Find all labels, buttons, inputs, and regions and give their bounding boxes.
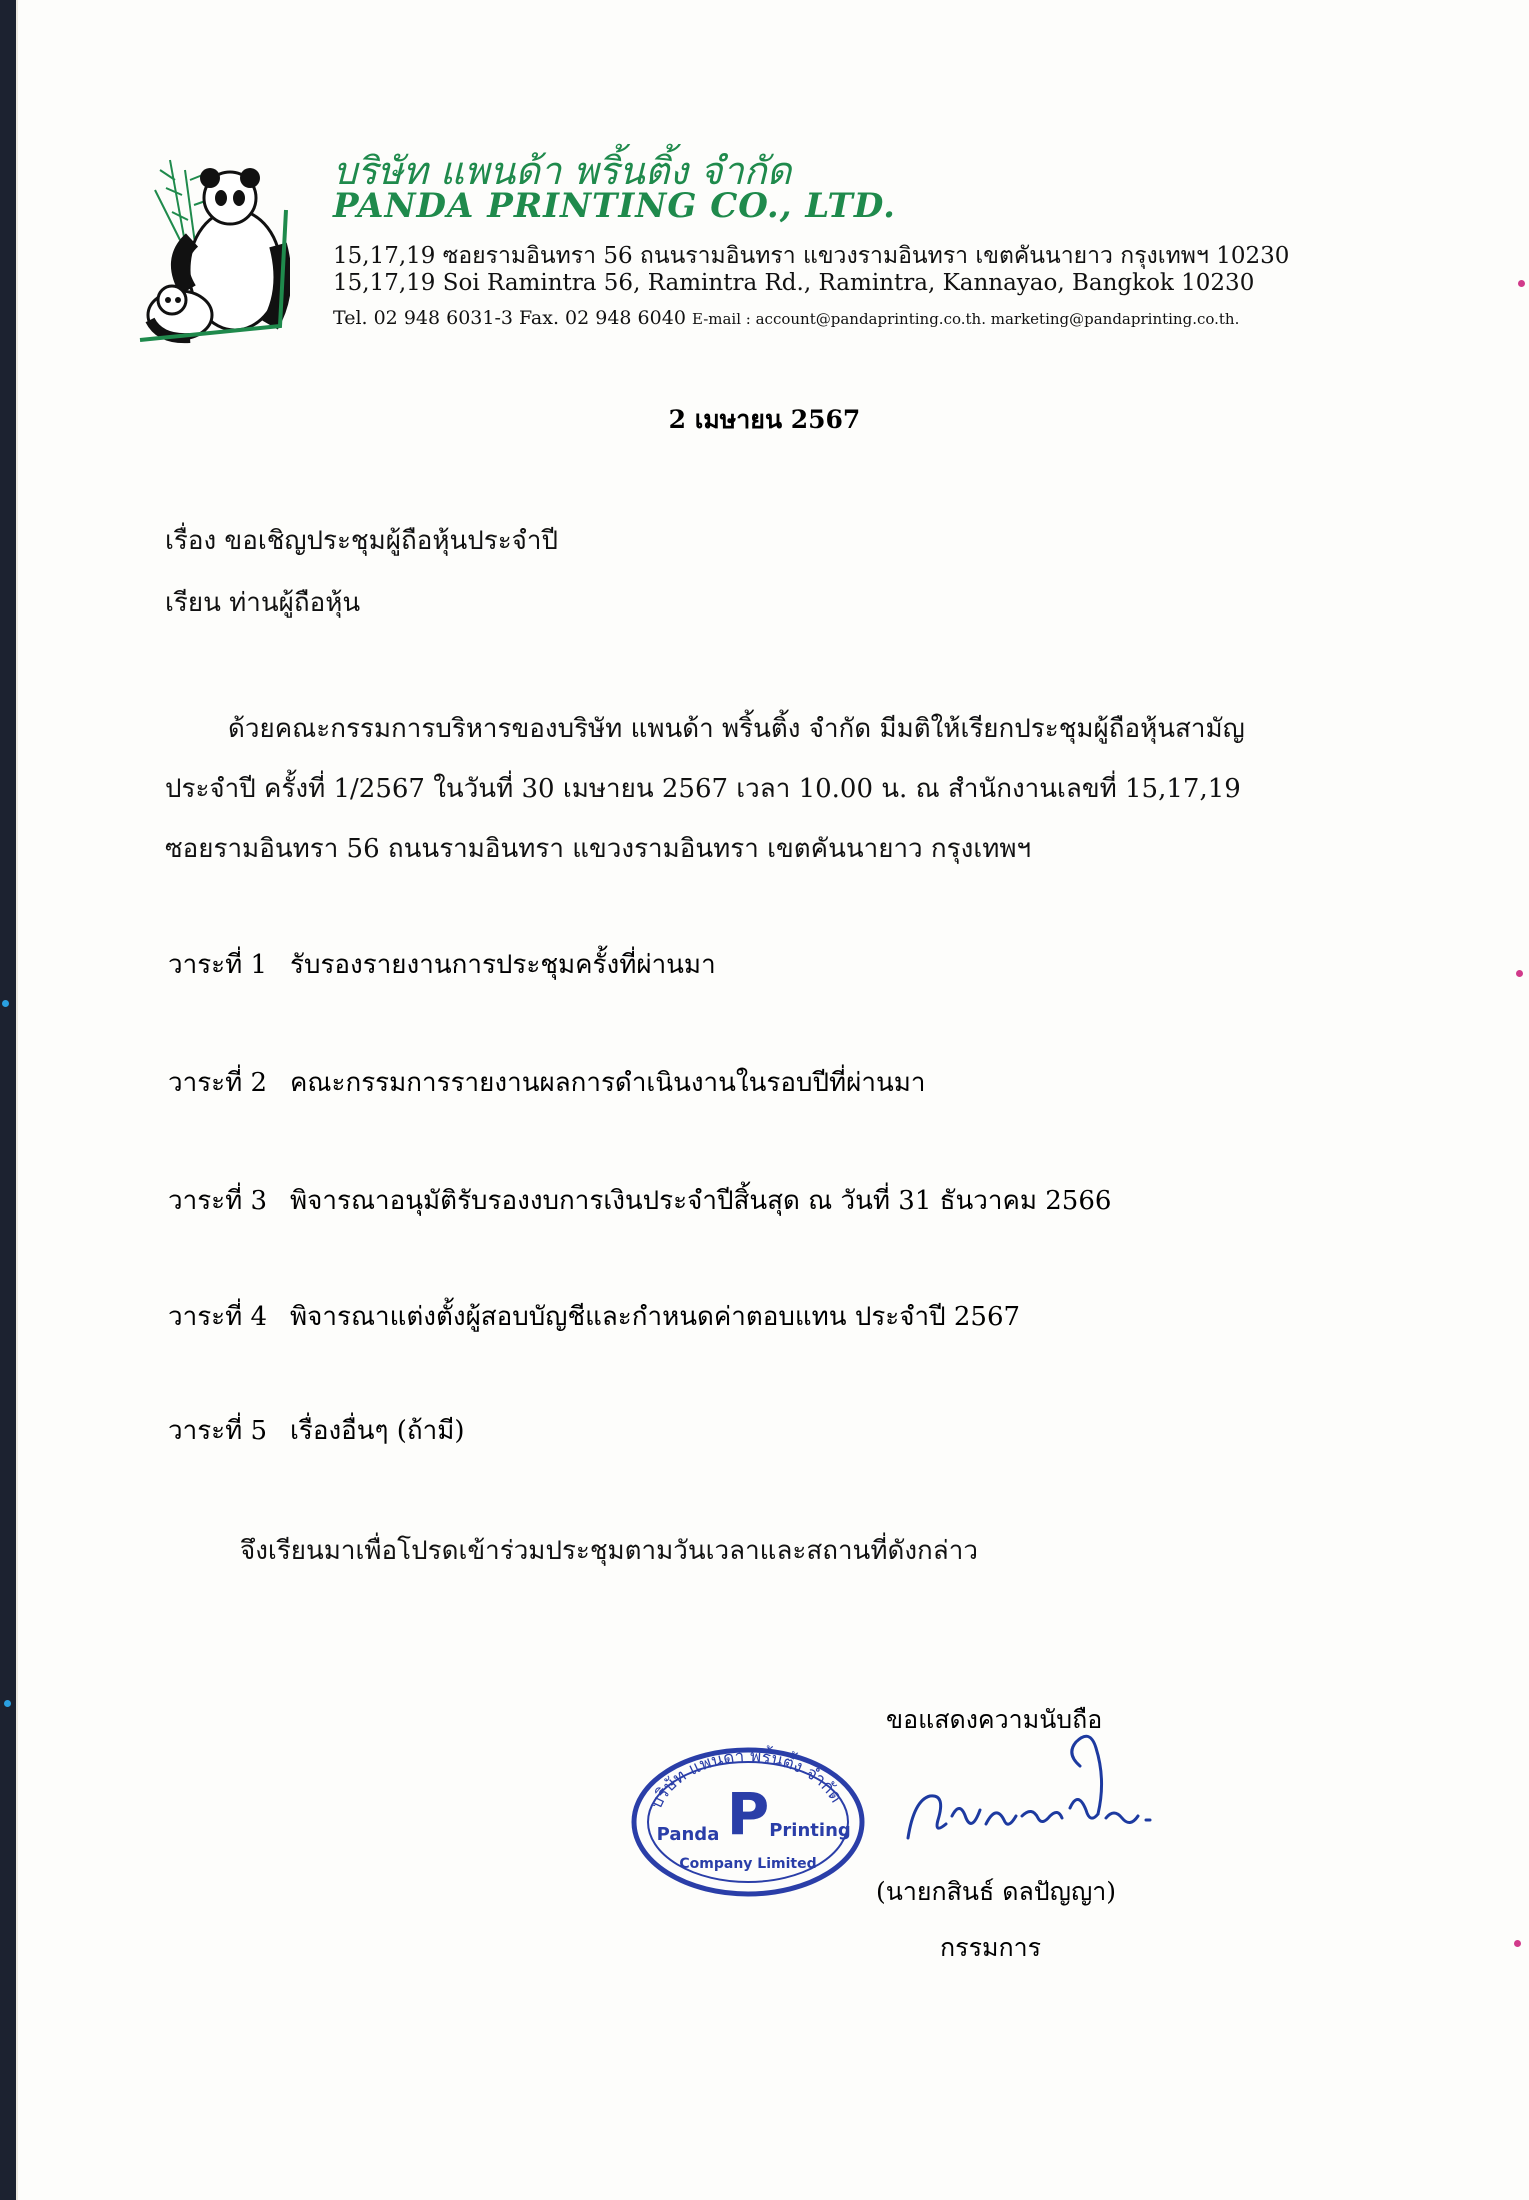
agenda-item (168, 1410, 465, 1451)
regards-text: ขอแสดงความนับถือ (886, 1705, 1103, 1734)
company-name-thai: บริษัท แพนด้า พริ้นติ้ง จำกัด (333, 149, 792, 193)
handwritten-signature-icon (900, 1720, 1180, 1850)
ink-speck (1514, 1940, 1521, 1947)
agenda-text: คณะกรรมการรายงานผลการดำเนินงานในรอบปีที่ผ่านมา (290, 1068, 926, 1098)
ink-speck (2, 1000, 9, 1007)
stamp-top-text: บริษัท แพนด้า พริ้นติ้ง จำกัด (646, 1746, 847, 1812)
stamp-letter: P (726, 1780, 770, 1848)
agenda-number: วาระที่ 5 (168, 1416, 268, 1446)
agenda-number: วาระที่ 1 (168, 950, 268, 980)
body-line-2: ประจำปี ครั้งที่ 1/2567 ในวันที่ 30 เมษายน 2567 เวลา 10.00 น. ณ สำนักงานเลขที่ 15,17,19 (165, 774, 1241, 804)
signatory-position: กรรมการ (940, 1933, 1042, 1962)
company-name-english: PANDA PRINTING CO., LTD. (333, 186, 896, 226)
agenda-number: วาระที่ 2 (168, 1068, 268, 1098)
agenda-item (168, 1062, 925, 1103)
letter-date: 2 เมษายน 2567 (668, 405, 861, 434)
agenda-text: พิจารณาแต่งตั้งผู้สอบบัญชีและกำหนดค่าตอบแทน ประจำปี 2567 (290, 1302, 1021, 1332)
agenda-text: เรื่องอื่นๆ (ถ้ามี) (290, 1416, 465, 1446)
body-line-3: ซอยรามอินทรา 56 ถนนรามอินทรา แขวงรามอินทรา เขตคันนายาว กรุงเทพฯ (165, 834, 1032, 864)
ink-speck (1516, 970, 1523, 977)
agenda-number: วาระที่ 3 (168, 1186, 268, 1216)
contact-info (333, 307, 1239, 329)
address-thai: 15,17,19 ซอยรามอินทรา 56 ถนนรามอินทรา แขวงรามอินทรา เขตคันนายาว กรุงเทพฯ 10230 (333, 243, 1290, 269)
ink-speck (4, 1700, 11, 1707)
agenda-item (168, 944, 716, 985)
panda-logo-icon (130, 150, 290, 350)
stamp-right-text: Printing (769, 1820, 851, 1841)
subject-line: เรื่อง ขอเชิญประชุมผู้ถือหุ้นประจำปี (165, 526, 558, 556)
agenda-item (168, 1296, 1020, 1337)
agenda-item (168, 1180, 1111, 1221)
email-addresses: E-mail : account@pandaprinting.co.th. marketing@pandaprinting.co.th. (691, 310, 1240, 328)
agenda-number: วาระที่ 4 (168, 1302, 268, 1332)
stamp-left-text: Panda (656, 1824, 720, 1845)
address-english: 15,17,19 Soi Ramintra 56, Ramintra Rd., Ramintra, Kannayao, Bangkok 10230 (333, 270, 1255, 296)
ink-speck (1518, 280, 1525, 287)
body-line-1: ด้วยคณะกรรมการบริหารของบริษัท แพนด้า พริ้นติ้ง จำกัด มีมติให้เรียกประชุมผู้ถือหุ้นสามัญ (228, 714, 1245, 744)
agenda-text: พิจารณาอนุมัติรับรองงบการเงินประจำปีสิ้นสุด ณ วันที่ 31 ธันวาคม 2566 (290, 1186, 1112, 1216)
company-stamp-icon (628, 1738, 868, 1898)
closing-line: จึงเรียนมาเพื่อโปรดเข้าร่วมประชุมตามวันเวลาและสถานที่ดังกล่าว (240, 1536, 978, 1566)
agenda-text: รับรองรายงานการประชุมครั้งที่ผ่านมา (290, 950, 716, 980)
phone-fax: Tel. 02 948 6031-3 Fax. 02 948 6040 (333, 307, 686, 329)
stamp-bottom-text: Company Limited (679, 1856, 817, 1872)
recipient-line: เรียน ท่านผู้ถือหุ้น (165, 588, 361, 618)
signatory-name: (นายกสินธ์ ดลปัญญา) (876, 1877, 1117, 1906)
